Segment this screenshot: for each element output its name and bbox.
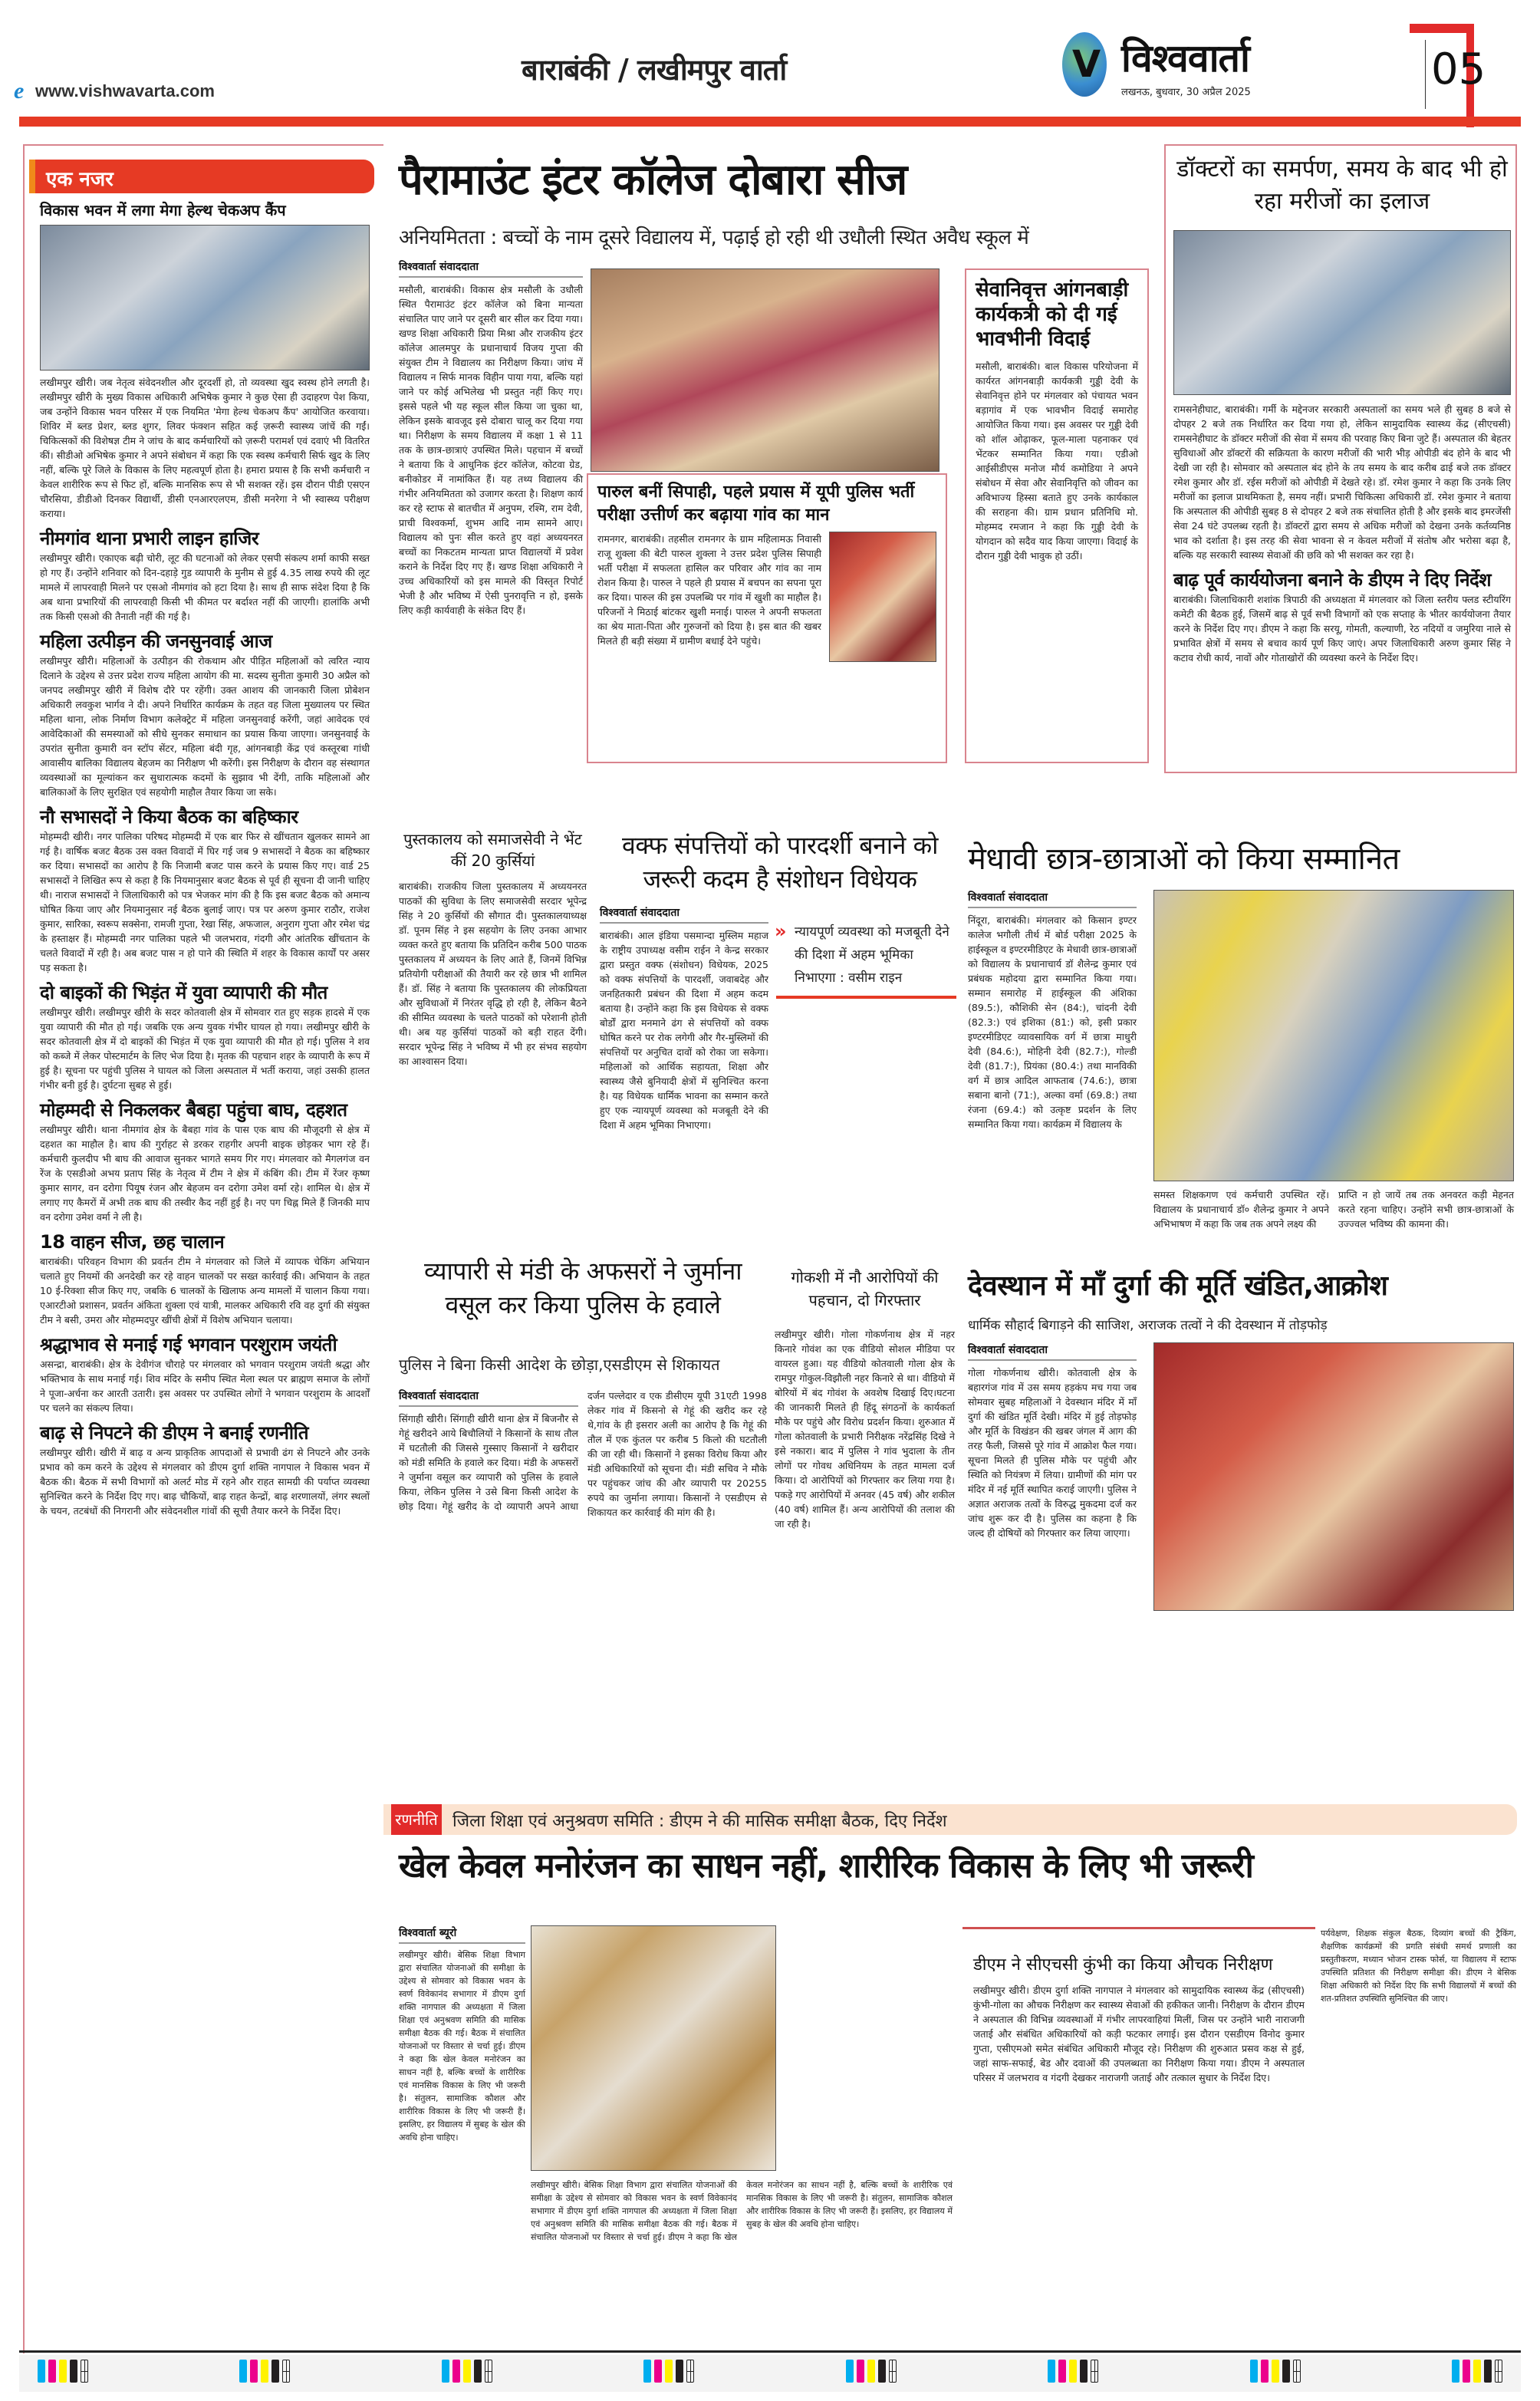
item-headline: श्रद्धाभाव से मनाई गई भगवान परशुराम जयंती — [40, 1334, 337, 1355]
ranneeti-label: रणनीति — [391, 1804, 442, 1835]
ek-nazar-label: एक नजर — [46, 168, 114, 191]
brand-name: विश्ववार्ता — [1121, 36, 1249, 81]
item-text: लखीमपुर खीरी। खीरी में बाढ़ व अन्य प्राकृतिक आपदाओं से प्रभावी ढंग से निपटने और उनके प्रभाव को कम करने के उद्देश्य से मंगलवार को डीएम दुर्गा शक्ति नागपाल ने विकास भवन में बैठक की। बैठक में सभी विभागों को अलर्ट मोड में रहने और राहत सामग्री की पर्याप्त व्यवस्था सुनिश्चित करने के निर्देश दिए गए। बाढ़ चौकियों, बाढ़ राहत केन्द्रों, बाढ़ शरणालयों, लंगर स्थलों के चयन, तटबंधों की निगरानी और संवेदनशील गांवों की सूची तैयार करने के निर्देश दिए। — [40, 1447, 370, 1517]
masthead — [0, 0, 1540, 123]
waqf-pull-quote: » न्यायपूर्ण व्यवस्था को मजबूती देने की दिशा में अहम भूमिका निभाएगा : वसीम राइन — [776, 921, 956, 999]
dateline: लखनऊ, बुधवार, 30 अप्रैल 2025 — [1121, 87, 1251, 98]
meritorious-cont — [1153, 1187, 1514, 1231]
color-bar — [239, 2360, 290, 2387]
page-number-frame-top — [1410, 24, 1474, 33]
website-link[interactable]: e www.vishwavarta.com — [14, 78, 215, 104]
parul-text: रामनगर, बाराबंकी। तहसील रामनगर के ग्राम महिलामऊ निवासी राजू शुक्ला की बेटी पारुल शुक्ला ने उत्तर प्रदेश पुलिस सिपाही भर्ती परीक्षा में सफलता हासिल कर परिवार और गांव का नाम रोशन किया है। पारुल ने पहले ही प्रयास में बचपन का सपना पूरा कर दिया। पारुल की इस उपलब्धि पर गांव में खुशी का माहौल है। परिजनों ने मिठाई बांटकर खुशी मनाई। पारुल ने अपनी सफलता का श्रेय माता-पिता और गुरुजनों को दिया है। इस बात की खबर मिलते ही बड़ी संख्या में ग्रामीण बधाई देने पहुंचे। — [597, 533, 821, 647]
mandi-subheadline: पुलिस ने बिना किसी आदेश के छोड़ा,एसडीएम से शिकायत — [399, 1355, 720, 1374]
gokashi-text: लखीमपुर खीरी। गोला गोकर्णनाथ क्षेत्र में नहर किनारे गोवंश का एक वीडियो सोशल मीडिया पर वायरल हुआ। यह वीडियो कोतवाली गोला क्षेत्र के रामपुर गोकुल-विझौली नहर किनारे से था। वीडियो में बोरियों में बंद गोवंश के अवशेष दिखाई दिए।घटना की जानकारी मिलते ही हिंदू संगठनों के कार्यकर्ता मौके पर पहुंचे और विरोध प्रदर्शन किया। शुरुआत में गोला कोतवाली के प्रभारी निरीक्षक नरेंद्रसिंह दिखे ने इसे नकारा। बाद में पुलिस ने गांव भुदाला के तीन लोगों पर गोवध अधिनियम के तहत मामला दर्ज किया। दो आरोपियों को गिरफ्तार कर लिया गया है। पकड़े गए आरोपियों में अनवर (45 वर्ष) और शकील (40 वर्ष) शामिल हैं। अन्य आरोपियों की तलाश की जा रही है। — [775, 1329, 955, 1530]
library-text: बाराबंकी। राजकीय जिला पुस्तकालय में अध्ययनरत पाठकों की सुविधा के लिए समाजसेवी सरदार भूपेन्द्र सिंह ने 20 कुर्सियों की सौगात दी। पुस्तकालयाध्यक्ष डॉ. पूनम सिंह ने इस सहयोग के लिए उनका आभार व्यक्त करते हुए बताया कि प्रतिदिन करीब 500 पाठक पुस्तकालय में अध्ययन के लिए आते हैं, जिनमें विभिन्न प्रतियोगी परीक्षाओं की तैयारी कर रहे छात्र भी शामिल हैं। डॉ. सिंह ने बताया कि पुस्तकालय की लोकप्रियता और सुविधाओं में निरंतर वृद्धि हो रही है, लेकिन बैठने की सीमित व्यवस्था के चलते पाठकों को परेशानी होती थी। अब यह कुर्सियां पाठकों को बड़ी राहत देंगी। सरदार भूपेन्द्र सिंह ने भविष्य में भी हर संभव सहयोग का आश्वासन दिया। — [399, 881, 587, 1067]
parul-photo — [829, 532, 936, 662]
color-bar — [846, 2360, 897, 2387]
library-story — [399, 828, 587, 1069]
item-text: लखीमपुर खीरी। जब नेतृत्व संवेदनशील और दूरदर्शी हो, तो व्यवस्था खुद स्वस्थ होने लगती है। लखीमपुर खीरी के मुख्य विकास अधिकारी अभिषेक कुमार ने कुछ ऐसा ही उदाहरण पेश किया, जब उन्होंने विकास भवन परिसर में एक नियमित 'मेगा हेल्थ चेकअप कैंप' आयोजित करवाया। शिविर में ब्लड प्रेशर, ब्लड शुगर, लिवर फंक्शन सहित कई ज़रूरी स्वास्थ्य जांचें की गईं। चिकित्सकों की विशेषज्ञ टीम ने जांच के बाद कर्मचारियों को ज़रूरी परामर्श एवं दवाएं भी वितरित कीं। सीडीओ अभिषेक कुमार ने अपने संबोधन में कहा कि एक स्वस्थ कर्मचारी सिर्फ खुद के लिए नहीं, बल्कि पूरे जिले के विकास के लिए महत्वपूर्ण होता है। हमारा प्रयास है कि सभी कर्मचारी न केवल शारीरिक रूप से फिट हों, बल्कि मानसिक रूप से भी सशक्त रहें। इस दौरान पीडी एसएन चौरसिया, डीडीओ दिनकर विद्यार्थी, डीसी एनआरएलएम, डीसी मनरेगा ने भी स्वास्थ्य परीक्षण कराया। — [40, 377, 370, 519]
durga-text: गोला गोकर्णनाथ खीरी। कोतवाली क्षेत्र के बहारगंज गांव में उस समय हड़कंप मच गया जब सोमवार सुबह महिलाओं ने देवस्थान मंदिर में माँ दुर्गा की खंडित मूर्ति देखी। मंदिर में हुई तोड़फोड़ और मूर्ति के विखंडन की खबर जंगल में आग की तरह फैली, जिससे पूरे गांव में आक्रोश फैल गया। सूचना मिलते ही पुलिस मौके पर पहुंची और स्थिति को नियंत्रण में लिया। ग्रामीणों की मांग पर मंदिर में नई मूर्ति स्थापित कराई जाएगी। पुलिस ने अज्ञात अराजक तत्वों के विरुद्ध मुकदमा दर्ज कर जांच शुरू कर दी है। पुलिस का कहना है कि जल्द ही दोषियों को गिरफ्तार कर लिया जाएगा। — [968, 1367, 1137, 1539]
item-text: मोहम्मदी खीरी। नगर पालिका परिषद मोहम्मदी में एक बार फिर से खींचतान खुलकर सामने आ गई है। वार्षिक बजट बैठक उस वक्त विवादों में घिर गई जब 9 सभासदों ने बैठक का बहिष्कार कर दिया। सभासदों का आरोप है कि निजामी बजट पास करने के प्रयास किए गए। वार्ड 25 सभासदों ने लिखित रूप से कहा है कि नियमानुसार बजट बैठक से पूर्व ही सूचना दी जानी चाहिए थी। नाराज सभासदों ने जिलाधिकारी को पत्र भेजकर मांग की है कि इस बजट बैठक को अमान्य घोषित किया जाए और नियमानुसार नई बैठक बुलाई जाए। पत्र पर अरुण कुमार राठौर, राजेश कुमार, सारिका, स्वरूप सक्सेना, रामजी गुप्ता, रेखा सिंह, अफजाल, अनुराग गुप्ता और रमेश चंद्र के हस्ताक्षर हैं। मोहम्मदी नगर पालिका पहले भी जलभराव, गंदगी और आंतरिक खींचतान के चलते विवादों में रही है। अब बजट पास न हो पाने की स्थिति में शहर के विकास कार्यों पर असर पड़ सकता है। — [40, 831, 370, 973]
masthead-red-rule — [19, 117, 1521, 127]
ek-nazar-list — [40, 199, 370, 1518]
dm-meeting-photo — [531, 1925, 776, 2171]
byline: विश्ववार्ता संवाददाता — [968, 890, 1137, 908]
list-item — [40, 1097, 370, 1224]
health-camp-photo — [40, 225, 370, 371]
parul-story — [587, 473, 947, 763]
color-bar — [1048, 2360, 1098, 2387]
item-text: लखीमपुर खीरी। लखीमपुर खीरी के सदर कोतवाली क्षेत्र में सोमवार रात हुए सड़क हादसे में एक युवा व्यापारी की मौत हो गई। जबकि एक अन्य युवक गंभीर घायल हो गया। लखीमपुर खीरी के सदर कोतवाली क्षेत्र में दो बाइकों की भिड़ंत में एक युवा व्यापारी की मौत हो गई। पुलिस ने शव को कब्जे में लेकर पोस्टमार्टम के लिए भेज दिया है। मृतक की पहचान शहर के व्यापारी के रूप में हुई है। सूचना पर पहुंची पुलिस ने घायल को जिला अस्पताल में भर्ती कराया, जहां उसकी हालत गंभीर बनी हुई है। दुर्घटना सुबह से हुई। — [40, 1006, 370, 1091]
list-item — [40, 1229, 370, 1327]
ranneeti-text: लखीमपुर खीरी। बेसिक शिक्षा विभाग द्वारा संचालित योजनाओं की समीक्षा के उद्देश्य से सोमवार को विकास भवन के स्वर्ण विवेकानंद सभागार में डीएम दुर्गा शक्ति नागपाल की अध्यक्षता में जिला शिक्षा एवं अनुश्रवण समिति की मासिक समीक्षा बैठक की गई। बैठक में संचालित योजनाओं पर विस्तार से चर्चा हुई। डीएम ने कहा कि खेल केवल मनोरंजन का साधन नहीं है, बल्कि बच्चों के शारीरिक एवं मानसिक विकास के लिए भी जरूरी है। संतुलन, सामाजिक कौशल और शारीरिक विकास के लिए भी जरूरी हैं। इसलिए, हर विद्यालय में सुबह के खेल की अवधि होना चाहिए। — [399, 1950, 525, 2142]
ek-nazar-tab — [29, 160, 374, 193]
cmc-headline: डीएम ने सीएचसी कुंभी का किया औचक निरीक्षण — [973, 1955, 1273, 1974]
item-headline: विकास भवन में लगा मेगा हेल्थ चेकअप कैंप — [40, 201, 286, 219]
byline: विश्ववार्ता संवाददाता — [968, 1342, 1137, 1361]
byline: विश्ववार्ता संवाददाता — [600, 905, 768, 924]
item-text: बाराबंकी। परिवहन विभाग की प्रवर्तन टीम ने मंगलवार को जिले में व्यापक चेकिंग अभियान चलाते हुए नियमों की अनदेखी कर रहे वाहन चालकों पर सख्त कार्रवाई की। अभियान के तहत 10 ई-रिक्शा सीज किए गए, जबकि 6 चालकों के खिलाफ अन्य मामलों में चालान किया गया। एआरटीओ प्रशासन, प्रवर्तन अंकिता शुक्ला एवं यात्री, मालकर अधिकारी रवि वह दुर्गा की संयुक्त टीम ने बसी, उमरा और मोहम्मदपुर खींची क्षेत्रों में विशेष अभियान चलाया। — [40, 1256, 370, 1326]
page-number-divider — [1425, 40, 1426, 109]
meritorious-headline: मेधावी छात्र-छात्राओं को किया सम्मानित — [968, 842, 1400, 877]
temple-photo — [1153, 1342, 1514, 1611]
parul-headline: पारुल बनीं सिपाही, पहले प्रयास में यूपी पुलिस भर्ती परीक्षा उत्तीर्ण कर बढ़ाया गांव का मान — [597, 483, 915, 525]
registration-strip — [19, 2355, 1521, 2392]
flood-plan-headline: बाढ़ पूर्व कार्ययोजना बनाने के डीएम ने दिए निर्देश — [1173, 569, 1492, 591]
doctors-headline: डॉक्टरों का समर्पण, समय के बाद भी हो रहा मरीजों का इलाज — [1176, 156, 1508, 215]
item-headline: महिला उत्पीड़न की जनसुनवाई आज — [40, 631, 272, 652]
item-text: असन्द्रा, बाराबंकी। क्षेत्र के देवीगंज चौराहे पर मंगलवार को भगवान परशुराम जयंती श्रद्धा और भक्तिभाव के साथ मनाई गई। शिव मंदिर के समीप स्थित मेला स्थल पर ब्राह्मण समाज के लोगों ने पूजा-अर्चना कर आरती उतारी। इस अवसर पर उपस्थित लोगों ने भगवान परशुराम के आदर्शों पर चलने का संकल्प लिया। — [40, 1359, 370, 1414]
item-headline: बाढ़ से निपटने की डीएम ने बनाई रणनीति — [40, 1422, 308, 1444]
item-headline: नौ सभासदों ने किया बैठक का बहिष्कार — [40, 806, 298, 828]
mandi-headline: व्यापारी से मंडी के अफसरों ने जुर्माना वसूल कर किया पुलिस के हवाले — [423, 1256, 742, 1319]
list-item — [40, 804, 370, 975]
gokashi-headline: गोकशी में नौ आरोपियों की पहचान, दो गिरफ्तार — [791, 1268, 939, 1309]
durga-body — [968, 1342, 1137, 1540]
item-headline: मोहम्मदी से निकलकर बैबहा पहुंचा बाघ, दहशत — [40, 1099, 347, 1121]
byline: विश्ववार्ता संवाददाता — [399, 259, 583, 278]
lead-story-body — [399, 259, 583, 618]
item-text: लखीमपुर खीरी। थाना नीमगांव क्षेत्र के बैबहा गांव के पास एक बाघ की मौजूदगी से क्षेत्र में दहशत का माहौल है। बाघ की गुर्राहट से डरकर राहगीर अपनी बाइक छोड़कर भाग रहे हैं। कर्मचारी कुलदीप भी बाघ की आवाज सुनकर भागते समय गिर गए। मंगलवार को मैगलगंज वन रेंज के एसडीओ अभय प्रताप सिंह के नेतृत्व में टीम ने क्षेत्र में कंबिंग की। टीम में रेंजर कृष्ण कुमार सागर, वन दरोगा पियूष रंजन और बेहजम वन दरोगा उमेश वर्मा रहे। शामिल थे। क्षेत्र में लगाए गए कैमरों में अभी तक बाघ की तस्वीर कैद नहीं हुई है। नए पग चिह्न मिले हैं जिनकी माप वन दरोगा उमेश वर्मा ने ली है। — [40, 1124, 370, 1223]
aanganwadi-headline: सेवानिवृत्त आंगनबाड़ी कार्यकत्री को दी गई भावभीनी विदाई — [976, 278, 1129, 351]
ranneeti-headline: खेल केवल मनोरंजन का साधन नहीं, शारीरिक विकास के लिए भी जरूरी — [399, 1846, 1253, 1886]
cmc-inspection-box — [962, 1927, 1315, 2333]
doctors-text: रामसनेहीघाट, बाराबंकी। गर्मी के मद्देनजर सरकारी अस्पतालों का समय भले ही सुबह 8 बजे से दोपहर 2 बजे तक निर्धारित कर दिया गया हो, लेकिन सामुदायिक स्वास्थ्य केंद्र (सीएचसी) रामसनेहीघाट के डॉक्टर मरीजों की सेवा में समय की परवाह किए बिना जुटे हैं। अस्पताल की बेहतर सुविधाओं और डॉक्टरों की सक्रियता के कारण मरीजों की भारी भीड़ ओपीडी बंद होने के बाद भी देखी जा रही है। सोमवार को अस्पताल बंद होने के तय समय के बाद करीब ढाई बजे तक डॉक्टर रमेश कुमार और डॉ. रईस मरीजों को ओपीडी में देखते रहे। डॉ. रमेश कुमार ने कहा कि उनके लिए मरीजों का इलाज प्राथमिकता है, समय नहीं। प्रभारी चिकित्सा अधिकारी डॉ. रमेश कुमार ने बताया कि अस्पताल की ओपीडी सुबह 8 से दोपहर 2 बजे तक संचालित होती है और इसके बाद इमरजेंसी सेवा 24 घंटे उपलब्ध रहती है। डॉक्टरों द्वारा समय से अधिक मरीजों को देखना उनके कर्तव्यनिष्ठ भाव को दर्शाता है। इस तरह की सेवा भावना से न केवल मरीजों में संतोष और भरोसा बढ़ा है, बल्कि यह सरकारी स्वास्थ्य सेवाओं की छवि को भी सशक्त कर रहा है। — [1173, 403, 1511, 561]
meritorious-text-cont-1: समस्त शिक्षकगण एवं कर्मचारी उपस्थित रहें। विद्यालय के प्रधानाचार्य डॉ० शैलेन्द्र कुमार ने अपने अभिभाषण में कहा कि जब तक अपने लक्ष्य की — [1153, 1189, 1329, 1230]
mandi-body — [399, 1388, 767, 1520]
lead-headline: पैरामाउंट इंटर कॉलेज दोबारा सीज — [399, 155, 907, 205]
ranneeti-text-bottom: लखीमपुर खीरी। बेसिक शिक्षा विभाग द्वारा संचालित योजनाओं की समीक्षा के उद्देश्य से सोमवार को विकास भवन के स्वर्ण विवेकानंद सभागार में डीएम दुर्गा शक्ति नागपाल की अध्यक्षता में जिला शिक्षा एवं अनुश्रवण समिति की मासिक समीक्षा बैठक की गई। बैठक में संचालित योजनाओं पर विस्तार से चर्चा हुई। डीएम ने कहा कि खेल केवल मनोरंजन का साधन नहीं है, बल्कि बच्चों के शारीरिक एवं मानसिक विकास के लिए भी जरूरी है। संतुलन, सामाजिक कौशल और शारीरिक विकास के लिए भी जरूरी हैं। इसलिए, हर विद्यालय में सुबह के खेल की अवधि होना चाहिए। — [531, 2180, 953, 2242]
meritorious-text-cont-2: प्राप्ति न हो जायें तब तक अनवरत कड़ी मेहनत करते रहना चाहिए। उन्होंने सभी छात्र-छात्राओं के उज्ज्वल भविष्य की कामना की। — [1338, 1189, 1514, 1230]
aanganwadi-text: मसौली, बाराबंकी। बाल विकास परियोजना में कार्यरत आंगनबाड़ी कार्यकत्री गुड्डी देवी के सेवानिवृत्त होने पर मंगलवार को पंचायत भवन बड़ागांव में एक भावभीन विदाई समारोह आयोजित किया गया। इस अवसर पर गुड्डी देवी को शॉल ओढ़ाकर, फूल-माला पहनाकर एवं भेंटकर सम्मानित किया गया। एडीओ आईसीडीएस मनोज मौर्य कमोडिया ने अपने संबोधन में सेवा और सेवानिवृत्ति को जीवन का अविभाज्य हिस्सा बताते हुए उनके कार्यकाल की सराहना की। ग्राम प्रधान प्रतिनिधि मो. मोहम्मद रमजान ने कहा कि गुड्डी देवी के योगदान को सदैव याद किया जाएगा। विदाई के दौरान गुड्डी देवी भावुक हो उठीं। — [976, 361, 1138, 562]
ranneeti-strap-text: जिला शिक्षा एवं अनुश्रवण समिति : डीएम ने की मासिक समीक्षा बैठक, दिए निर्देश — [452, 1812, 947, 1831]
waqf-body — [600, 905, 768, 1132]
waqf-text: बाराबंकी। आल इंडिया पसमान्दा मुस्लिम महाज के राष्ट्रीय उपाध्यक्ष वसीम राईन ने केन्द्र सरकार द्वारा प्रस्तुत वक्फ (संशोधन) विधेयक, 2025 को वक्फ संपत्तियों के पारदर्शी, जवाबदेह और जनहितकारी प्रबंधन की दिशा में अहम कदम बताया है। उन्होंने कहा कि इस विधेयक से वक्फ बोर्डों द्वारा मनमाने ढंग से संपत्तियों को वक्फ घोषित करने पर रोक लगेगी और गैर-मुस्लिमों की संपत्तियों पर अनुचित दावों को रोका जा सकेगा। महिलाओं को आर्थिक सहायता, शिक्षा और स्वास्थ्य जैसे बुनियादी क्षेत्रों में सुनिश्चित करना है। यह विधेयक धार्मिक भावना का सम्मान करते हुए एक न्यायपूर्ण व्यवस्था को मजबूती देने की दिशा में अहम भूमिका निभाएगा। — [600, 930, 768, 1131]
waqf-headline: वक्फ संपत्तियों को पारदर्शी बनाने को जरूरी कदम है संशोधन विधेयक — [622, 831, 938, 894]
color-bar — [1250, 2360, 1301, 2387]
ranneeti-body — [399, 1925, 525, 2144]
doctors-body — [1173, 402, 1511, 665]
item-headline: नीमगांव थाना प्रभारी लाइन हाजिर — [40, 528, 259, 549]
durga-subheadline: धार्मिक सौहार्द बिगाड़ने की साजिश, अराजक तत्वों ने की देवस्थान में तोड़फोड़ — [968, 1318, 1328, 1333]
list-item — [40, 1420, 370, 1518]
quote-chevron-icon: » — [775, 921, 787, 942]
list-item — [40, 525, 370, 624]
list-item — [40, 628, 370, 799]
durga-headline: देवस्थान में माँ दुर्गा की मूर्ति खंडित,आक्रोश — [968, 1270, 1388, 1302]
lead-text: मसौली, बाराबंकी। विकास क्षेत्र मसौली के उधौली स्थित पैरामाउंट इंटर कॉलेज को बिना मान्यता संचालित पाए जाने पर दूसरी बार सील कर दिया गया। खण्ड शिक्षा अधिकारी प्रिया मिश्रा और राजकीय इंटर कॉलेज आलमपुर के प्रधानाचार्य विजय गुप्ता की संयुक्त टीम ने विद्यालय का निरीक्षण किया। जांच में विद्यालय न सिर्फ मानक विहीन पाया गया, बल्कि यहां जाने पर कोई अभिलेख भी प्रस्तुत नहीं किए गए। इससे पहले भी यह स्कूल सील किया जा चुका था, लेकिन इसके बावजूद इसे दोबारा चालू कर दिया गया था। निरीक्षण के समय विद्यालय में कक्षा 1 से 11 तक के छात्र-छात्राएं उपस्थित मिले। पहचान में बच्चों ने बताया कि वे आधुनिक इंटर कॉलेज, कोटवा ग्रेड, बनीकोडर में नामांकित हैं। यह तथ्य विद्यालय की गंभीर अनियमितता को उजागर करता है। शिक्षण कार्य कर रहे स्टाफ से बातचीत में अनुपम, रश्मि, राम देवी, प्राची विश्वकर्मा, शुभम आदि नाम सामने आए। विद्यालय को पुनः सील करते हुए वहां अध्ययनरत बच्चों का निकटतम मान्यता प्राप्त विद्यालयों में प्रवेश कराने के निर्देश दिए गए हैं। खण्ड शिक्षा अधिकारी ने उच्च अधिकारियों को इस मामले की विस्तृत रिपोर्ट भेजी है और भविष्य में ऐसी पुनरावृत्ति न हो, इसके लिए कड़ी कार्यवाही के संकेत दिए हैं। — [399, 284, 583, 616]
hospital-photo — [1173, 230, 1511, 395]
students-photo — [1153, 890, 1514, 1181]
gokashi-body — [775, 1327, 955, 1531]
byline: विश्ववार्ता संवाददाता — [399, 1388, 578, 1407]
ranneeti-text-right: पर्यवेक्षण, शिक्षक संकुल बैठक, दिव्यांग बच्चों की ट्रैकिंग, शैक्षणिक कार्यक्रमों की प्रगति संबंधी समर्थ प्रणाली का प्रस्तुतीकरण, मध्यान भोजन टास्क फोर्स, या विद्यालय में स्टाफ उपस्थिति प्रतिशत की निरीक्षण समीक्षा की। डीएम ने बेसिक शिक्षा अधिकारी को निर्देश दिए कि सभी विद्यालयों में बच्चों की शत-प्रतिशत उपस्थिति सुनिश्चित की जाए। — [1321, 1928, 1516, 2004]
aanganwadi-box — [965, 268, 1149, 763]
flood-plan-text: बाराबंकी। जिलाधिकारी शशांक त्रिपाठी की अध्यक्षता में मंगलवार को जिला स्तरीय फ्लड स्टीयरिंग कमेटी की बैठक हुई, जिसमें बाढ़ से पूर्व सभी विभागों को एक सप्ताह के भीतर कार्ययोजना तैयार करने के निर्देश दिए गए। डीएम ने कहा कि सरयू, गोमती, कल्याणी, रेठ नदियों व जमुरिया नाले से प्रभावित क्षेत्रों में समय से बचाव कार्य पूर्ण किए जाएं। अपर जिलाधिकारी अरुण कुमार सिंह ने कटाव रोधी कार्य, नावों और गोताखोरों की व्यवस्था करने के निर्देश दिए। — [1173, 594, 1511, 664]
browser-e-icon: e — [14, 78, 25, 104]
item-text: लखीमपुर खीरी। महिलाओं के उत्पीड़न की रोकथाम और पीड़ित महिलाओं को त्वरित न्याय दिलाने के उद्देश्य से उत्तर प्रदेश राज्य महिला आयोग की मा. सदस्य सुनीता कुमारी 30 अप्रैल को जनपद लखीमपुर खीरी में विशेष दौरे पर रहेंगी। उक्त आशय की जानकारी जिला प्रोबेशन अधिकारी लवकुश भार्गव ने दी। अपने निर्धारित कार्यक्रम के तहत वह जिला मुख्यालय पर स्थित महिला थाना, लोक निर्माण विभाग कलेक्ट्रेट में महिला जनसुनवाई करेंगी, जहां आवेदक एवं आवेदिकाओं की समस्याओं को सीधे सुनकर समाधान का प्रयास किया जाएगा। जनसुनवाई के उपरांत सुनीता कुमारी वन स्टॉप सेंटर, महिला बंदी गृह, आंगनबाड़ी केंद्र एवं कस्तूरबा गांधी आवासीय बालिका विद्यालय बेहजम का निरीक्षण भी करेंगी। इस निरीक्षण के दौरान वह संस्थागत व्यवस्थाओं का मूल्यांकन कर सुधारात्मक कदमों के सुझाव भी देंगी, ताकि महिलाओं और बालिकाओं के लिए सुरक्षित एवं सहयोगी माहौल तैयार किया जा सके। — [40, 655, 370, 798]
footer-rule — [19, 2350, 1521, 2353]
list-item — [40, 1332, 370, 1415]
color-bar — [1452, 2360, 1502, 2387]
list-item — [40, 980, 370, 1092]
meritorious-body — [968, 890, 1137, 1131]
section-title: बाराबंकी / लखीमपुर वार्ता — [522, 53, 787, 87]
mandi-text: सिंगाही खीरी। सिंगाही खीरी थाना क्षेत्र में बिजनौर से गेहूं खरीदने आये बिचौलियों ने किसानों के साथ तौल में घटतौली की जिससे गुस्साए किसानों ने खरीदार को मंडी समिति के हवाले कर दिया। मंडी के अफसरों ने जुर्माना वसूल कर व्यापारी को पुलिस के हवाले किया, लेकिन पुलिस ने उसे बिना किसी आदेश के छोड़ दिया। गेहूं खरीद के दो व्यापारी अपने आधा दर्जन पल्लेदार व एक डीसीएम यूपी 31एटी 1998 लेकर गांव में किसनो से गेहूं की खरीद कर रहे थे,गांव के ही इसरार अली का आरोप है कि गेहूं की तौल में एक कुंतल पर करीब 5 किलो की घटतौली की जा रही थी। किसानों ने इसका विरोध किया और मंडी अधिकारियों को सूचना दी। मंडी सचिव ने मौके पर पहुंचकर जांच की और व्यापारी पर 20255 रुपये का जुर्माना लगाया। किसानों ने एसडीएम से शिकायत कर कार्रवाई की मांग की है। — [399, 1390, 767, 1518]
ranneeti-strap — [383, 1804, 1517, 1835]
meritorious-text: निंदूरा, बाराबंकी। मंगलवार को किसान इण्टर कालेज भगौली तीर्थ में बोर्ड परीक्षा 2025 के हाईस्कूल व इण्टरमीडिएट के मेधावी छात्र-छात्राओं को विद्यालय के प्रधानाचार्य डॉ शैलेन्द्र कुमार एवं प्रबंधक महोदया द्वारा सम्मानित किया गया। सम्मान समारोह में हाईस्कूल की अंशिका (89.5:), कौशिकी सेन (84:), चांदनी देवी (82.3:) एवं इशिका (81:) को, इसी प्रकार इण्टरमीडिएट व्यावसायिक वर्ग में छात्रा माधुरी देवी (84.6:), मोहिनी देवी (82.7:), गोल्डी देवी (81.7:), प्रियंका (80.4:) तथा मानविकी वर्ग में छात्र आदिल आफताब (74.6:), छात्रा सबाना बानो (71:), अल्का वर्मा (69.8:) तथा रंजना (69.4:) को उत्कृष्ट प्रदर्शन के लिए सम्मानित किया गया। कार्यक्रम में विद्यालय के — [968, 914, 1137, 1130]
list-item — [40, 199, 370, 521]
color-bar — [38, 2360, 88, 2387]
v-logo-glyph: V — [1072, 43, 1101, 86]
item-text: लखीमपुर खीरी। एकाएक बढ़ी चोरी, लूट की घटनाओं को लेकर एसपी संकल्प शर्मा काफी सख्त हो गए हैं। उन्होंने शनिवार को दिन-दहाड़े गुड व्यापारी के मुनीम से हुई 4.35 लाख रुपये की लूट मामले में लापरवाही मिलने पर एसओ नीमगांव को हटा दिया है। साथ ही साफ संदेश दिया है कि अब थाना प्रभारियों की लापरवाही किसी भी कीमत पर बर्दाश्त नहीं की जाएगी। हालांकि अभी तक किसी एसओ की तैनाती नहीं की गई है। — [40, 552, 370, 622]
color-bar — [442, 2360, 492, 2387]
cmc-text: लखीमपुर खीरी। डीएम दुर्गा शक्ति नागपाल ने मंगलवार को सामुदायिक स्वास्थ्य केंद्र (सीएचसी) कुंभी-गोला का औचक निरीक्षण कर स्वास्थ्य सेवाओं की हकीकत जानी। निरीक्षण के दौरान डीएम ने अस्पताल की विभिन्न व्यवस्थाओं में गंभीर लापरवाहियां मिलीं, जिस पर उन्होंने भारी नाराजगी जताई और संबंधित अधिकारियों को कड़ी फटकार लगाई। इस दौरान एसडीएम विनोद कुमार गुप्ता, एसीएमओ समेत संबंधित अधिकारी मौजूद रहे। निरीक्षण की शुरुआत प्रसव कक्ष से हुई, जहां साफ-सफाई, बेड और दवाओं की उपलब्धता का निरीक्षण किया गया। डीएम ने अस्पताल परिसर में जलभराव व गंदगी देखकर नाराजगी जताई और तत्काल सुधार के निर्देश दिए। — [973, 1984, 1305, 2083]
school-photo — [591, 268, 939, 472]
library-headline: पुस्तकालय को समाजसेवी ने भेंट कीं 20 कुर्सियां — [403, 830, 582, 870]
color-bar — [643, 2360, 694, 2387]
lead-subheadline: अनियमितता : बच्चों के नाम दूसरे विद्यालय में, पढ़ाई हो रही थी उधौली स्थित अवैध स्कूल में — [399, 226, 1029, 249]
ranneeti-right-col — [1321, 1927, 1516, 2005]
item-headline: 18 वाहन सीज, छह चालान — [40, 1231, 225, 1253]
item-headline: दो बाइकों की भिड़ंत में युवा व्यापारी की मौत — [40, 982, 327, 1003]
byline: विश्ववार्ता ब्यूरो — [399, 1925, 525, 1944]
page-number: 05 — [1431, 44, 1486, 94]
